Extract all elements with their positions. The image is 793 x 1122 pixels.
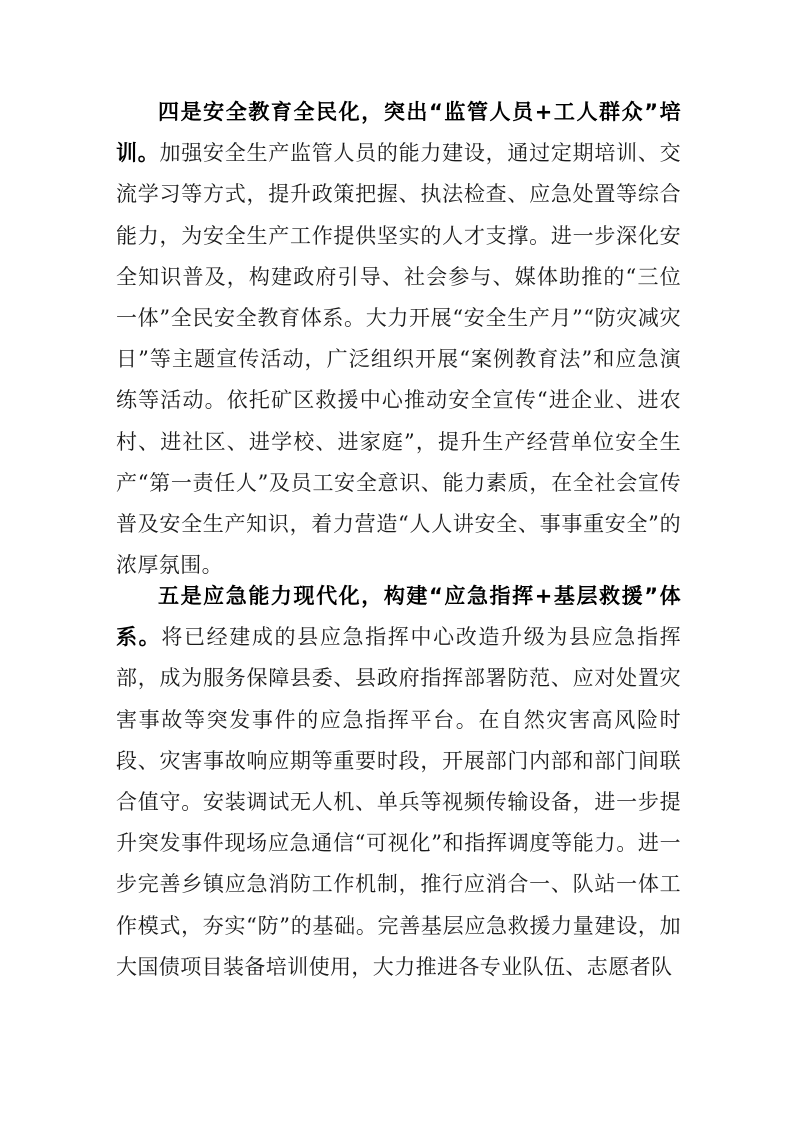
paragraph-body-text: 将已经建成的县应急指挥中心改造升级为县应急指挥部，成为服务保障县委、县政府指挥部署防范、应对处置灾害事故等突发事件的应急指挥平台。在自然灾害高风险时段、灾害事故响应期等重要时段，开展部门内部和部门间联合值守。安装调试无人机、单兵等视频传输设备，进一步提升突发事件现场应急通信“可视化”和指挥调度等能力。进一步完善乡镇应急消防工作机制，推行应消合一、队站一体工作模式，夯实“防”的基础。完善基层应急救援力量建设，加大国债项目装备培训使用，大力推进各专业队伍、志愿者队 [116,625,681,979]
paragraph-lead-heading: 五是应急能力现代化，构建“应急指挥+基层救援”体系。 [116,584,681,650]
paragraph-lead-heading: 四是安全教育全民化，突出“监管人员+工人群众”培训。 [116,100,681,166]
paragraph-body-text: 加强安全生产监管人员的能力建设，通过定期培训、交流学习等方式，提升政策把握、执法检查、应急处置等综合能力，为安全生产工作提供坚实的人才支撑。进一步深化安全知识普及，构建政府引导、社会参与、媒体助推的“三位一体”全民安全教育体系。大力开展“安全生产月”“防灾减灾日”等主题宣传活动，广泛组织开展“案例教育法”和应急演练等活动。依托矿区救援中心推动安全宣传“进企业、进农村、进社区、进学校、进家庭”，提升生产经营单位安全生产“第一责任人”及员工安全意识、能力素质，在全社会宣传普及安全生产知识，着力营造“人人讲安全、事事重安全”的浓厚氛围。 [116,141,681,578]
paragraph-safety-education [116,92,681,586]
paragraph-emergency-capability [116,576,681,988]
